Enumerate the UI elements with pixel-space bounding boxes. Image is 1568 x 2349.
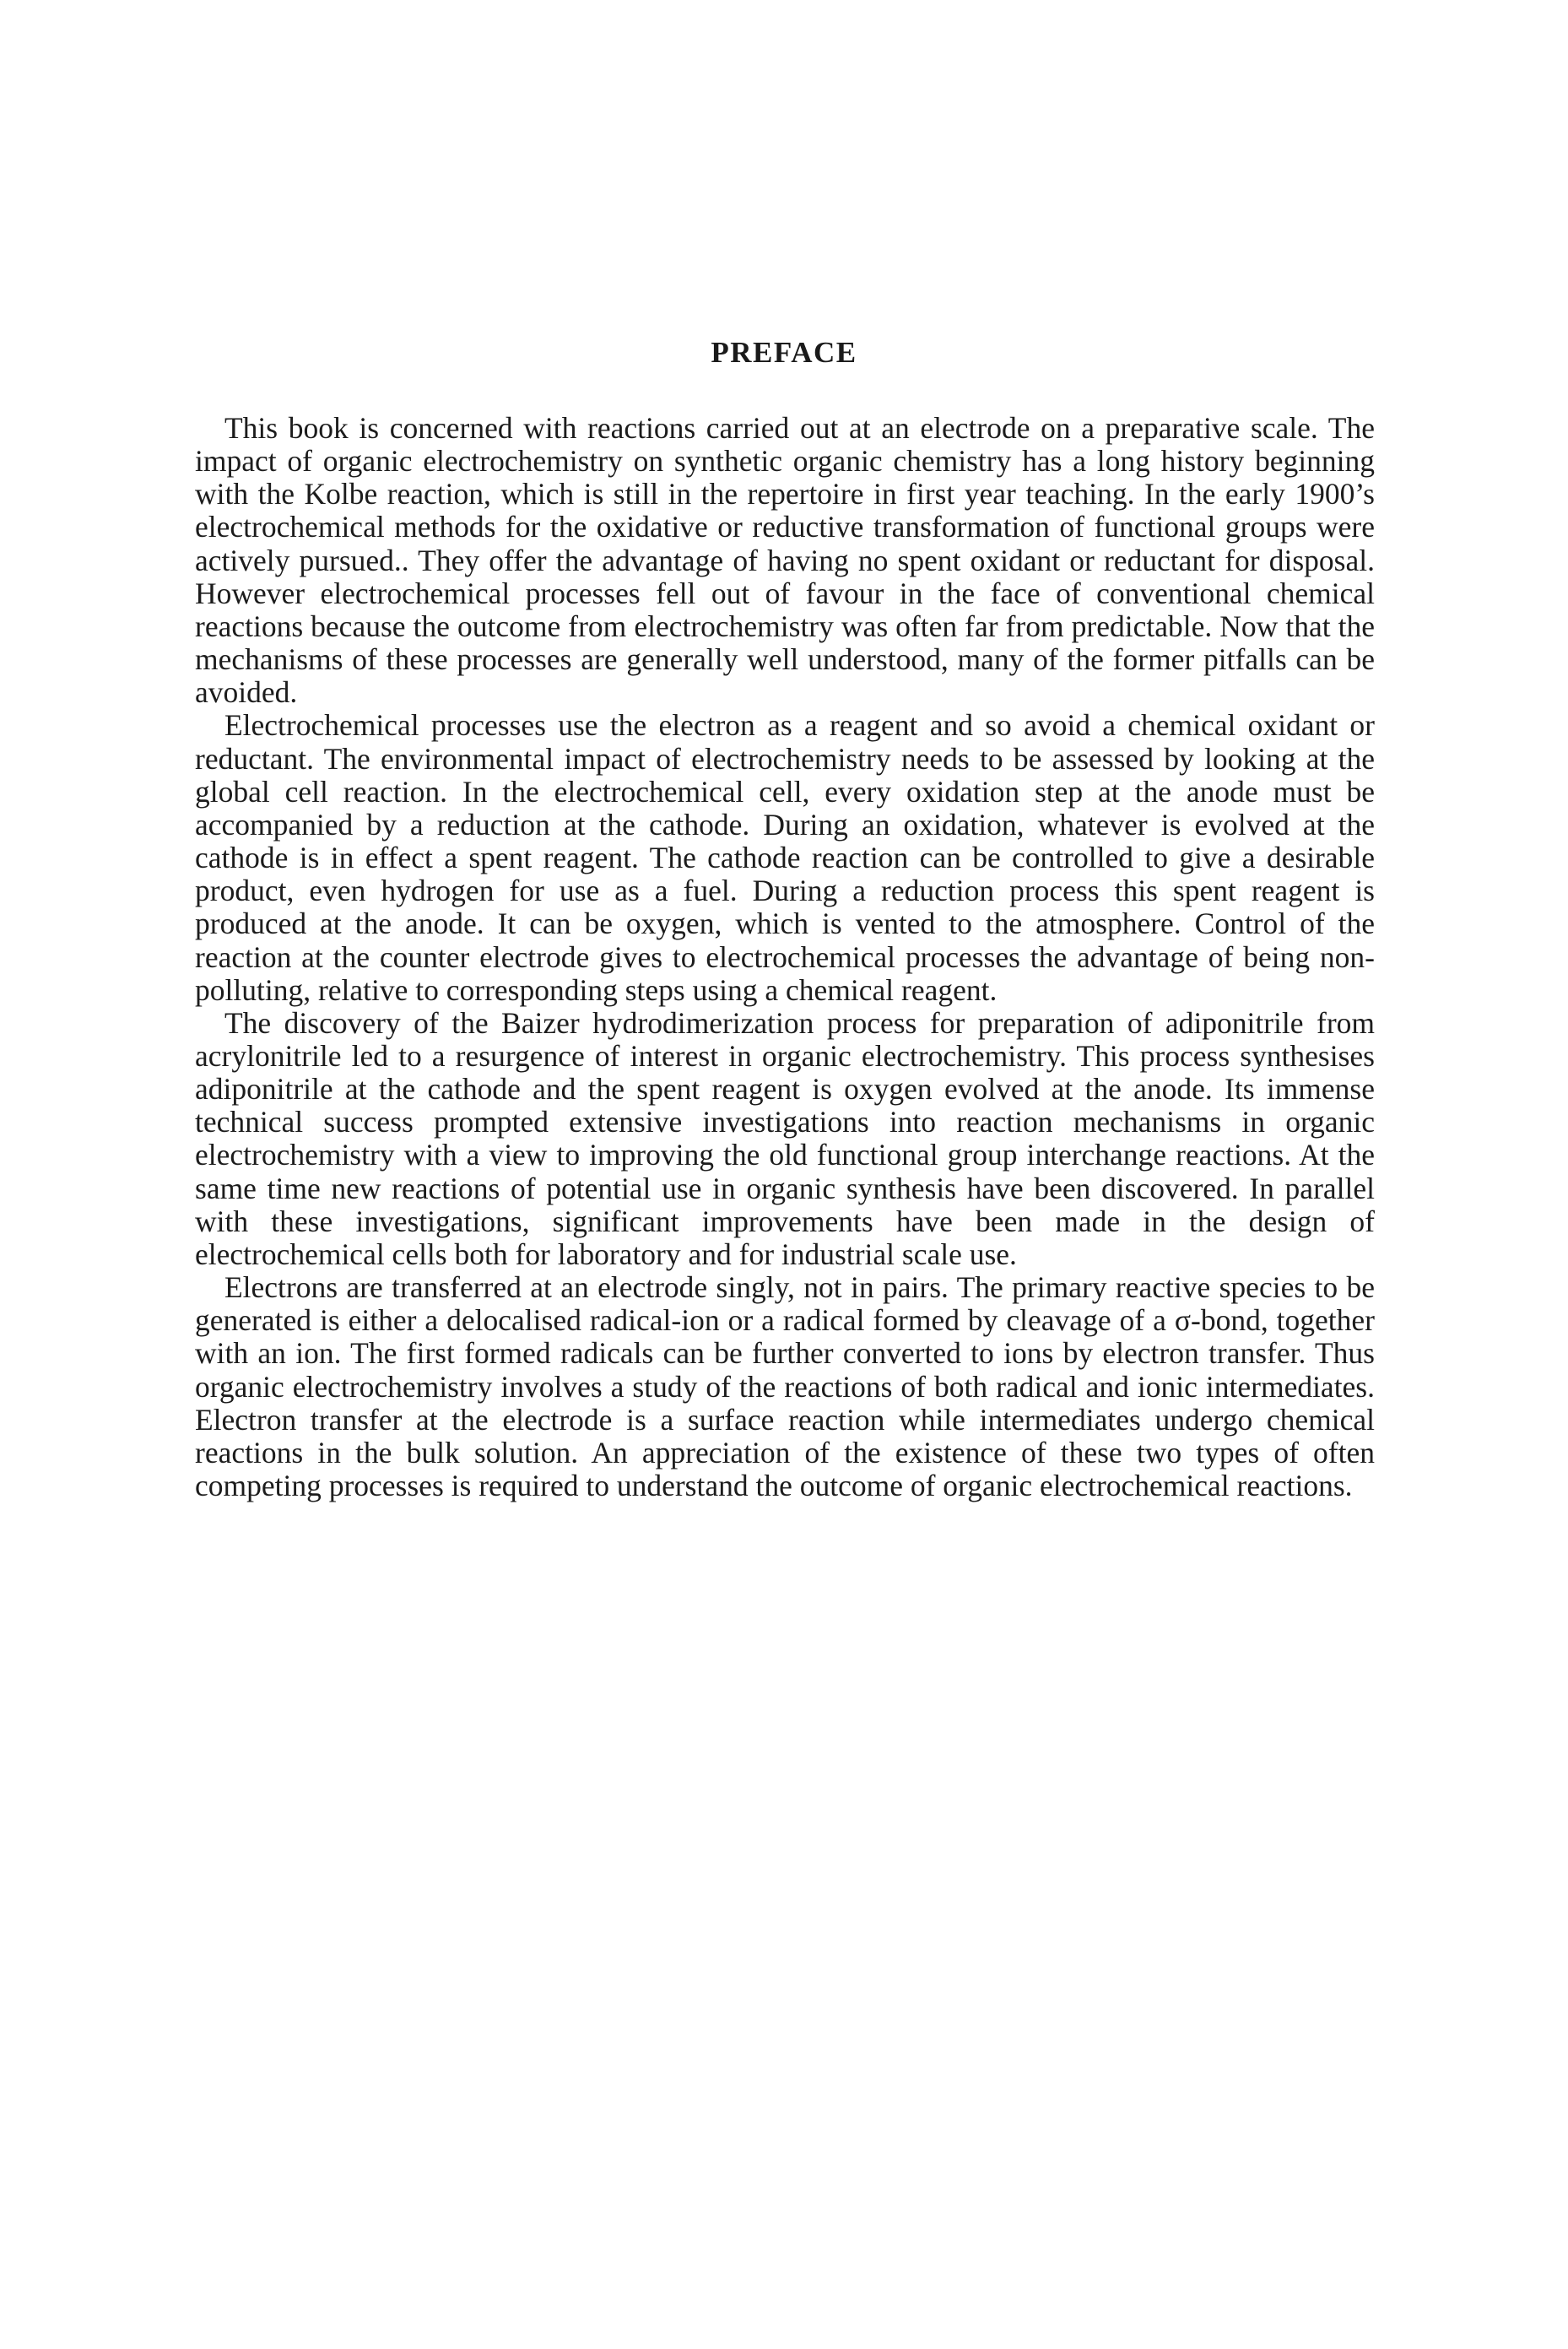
page-title: PREFACE [711, 336, 857, 369]
paragraph-1: This book is concerned with reactions carried out at an electrode on a preparative scale. The impact of organic electrochemistry on synthetic organic chemistry has a long history beginning with the Kolbe reaction, which is still in the repertoire in first year teaching. In the early 1900’s electrochemical methods for the oxidative or reductive transformation of functional groups were actively pursued.. They offer the advantage of having no spent oxidant or reductant for disposal. However electrochemical processes fell out of favour in the face of conventional chemical reactions because the outcome from electrochemistry was often far from predictable. Now that the mechanisms of these processes are generally well understood, many of the former pitfalls can be avoided. [195, 411, 1375, 710]
paragraph-2: Electrochemical processes use the electron as a reagent and so avoid a chemical oxidant or reductant. The environmental impact of electrochemistry needs to be assessed by looking at the global cell reaction. In the electrochemical cell, every oxidation step at the anode must be accompanied by a reduction at the cathode. During an oxidation, whatever is evolved at the cathode is in effect a spent reagent. The cathode reaction can be controlled to give a desirable product, even hydrogen for use as a fuel. During a reduction process this spent reagent is produced at the anode. It can be oxygen, which is vented to the atmosphere. Control of the reaction at the counter electrode gives to electrochemical processes the advantage of being non-polluting, relative to corresponding steps using a chemical reagent. [195, 708, 1375, 1007]
paragraph-3: The discovery of the Baizer hydrodimerization process for preparation of adiponitrile from acrylonitrile led to a resurgence of interest in organic electrochemistry. This process synthesises adiponitrile at the cathode and the spent reagent is oxygen evolved at the anode. Its immense technical success prompted extensive investigations into reaction mechanisms in organic electrochemistry with a view to improving the old functional group interchange reactions. At the same time new reactions of potential use in organic synthesis have been discovered. In parallel with these investigations, significant improvements have been made in the design of electrochemical cells both for laboratory and for industrial scale use. [195, 1005, 1375, 1271]
preface-body [195, 412, 1375, 1502]
paragraph-4: Electrons are transferred at an electrode singly, not in pairs. The primary reactive species to be generated is either a delocalised radical-ion or a radical formed by cleavage of a σ-bond, together with an ion. The first formed radicals can be further converted to ions by electron transfer. Thus organic electrochemistry involves a study of the reactions of both radical and ionic intermediates. Electron transfer at the electrode is a surface reaction while intermediates undergo chemical reactions in the bulk solution. An appreciation of the existence of these two types of often competing processes is required to understand the outcome of organic electrochemical reactions. [195, 1270, 1375, 1502]
